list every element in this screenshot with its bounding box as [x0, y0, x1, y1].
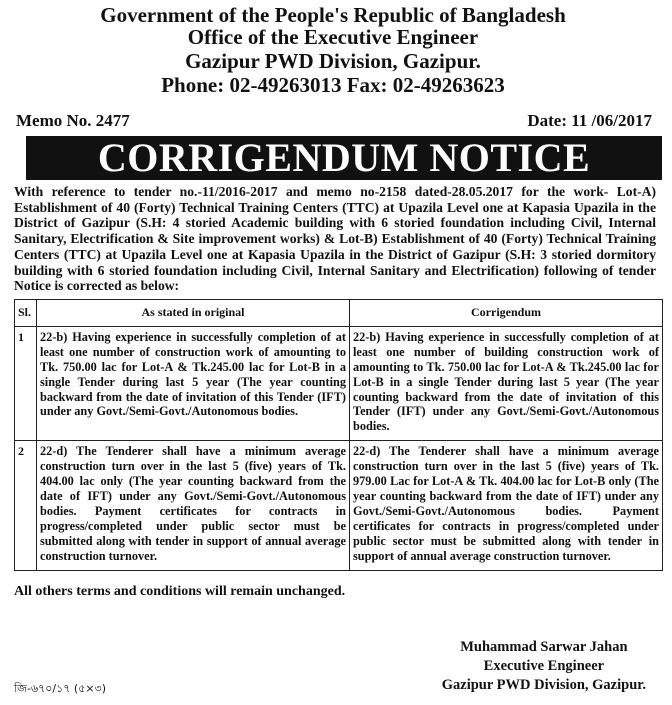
signatory-office: Gazipur PWD Division, Gazipur. — [441, 677, 646, 693]
signature-block — [442, 638, 646, 695]
memo-number: Memo No. 2477 — [16, 111, 130, 130]
header-sl: Sl. — [15, 299, 37, 326]
office-header — [10, 0, 656, 97]
footer-note: All others terms and conditions will remain unchanged. — [14, 583, 346, 599]
row-sl: 1 — [15, 326, 37, 440]
table-row — [15, 326, 663, 440]
intro-paragraph: With reference to tender no.-11/2016-2017 and memo no-2158 dated-28.05.2017 for the work- Lot-A) Establishment of 40 (Forty) Technical Training Centers (TTC) at Upazila Level one at Kapasia Upazila in the District of Gazipur (S.H: 4 storied Academic building with 6 storied foundation including Civil, Internal Sanitary, Electrification & Site improvement works) & Lot-B) Establishment of 40 (Forty) Technical Training Centers (TTC) at Upazila Level one at Kapasia Upazila in the District of Gazipur (S.H: 3 storied dormitory building with 6 storied foundation including Civil, Internal Sanitary and Electrification) following of tender Notice is corrected as below: — [14, 184, 656, 294]
signatory-designation: Executive Engineer — [483, 658, 605, 674]
table-header-row — [15, 299, 663, 326]
header-contact: Phone: 02-49263013 Fax: 02-49263623 — [161, 73, 505, 97]
row-original: 22-d) The Tenderer shall have a minimum average construction turn over in the last 5 (five) years of Tk. 404.00 lac only (The year counting backward from the date of IFT) under any Govt./Semi-Govt./Autonomous bodies. Payment certificates for contracts in progress/completed under public sector must be submitted along with tender in support of annual average construction turnover. — [37, 441, 350, 570]
row-original: 22-b) Having experience in successfully completion of at least one number of construction work of amounting to Tk. 750.00 lac for Lot-A & Tk.245.00 lac for Lot-B in a single Tender during last 5 year (The year counting backward from the date of invitation of this Tender (IFT) under any Govt./Semi-Govt./Autonomous bodies. — [37, 326, 350, 440]
memo-date: Date: 11 /06/2017 — [527, 111, 652, 130]
row-corrigendum: 22-d) The Tenderer shall have a minimum average construction turn over in the last 5 (five) years of Tk. 979.00 Lac for Lot-A & Tk. 404.00 lac for Lot-B only (The year counting backward from the date of IFT) under any Govt./Semi-Govt./Autonomous bodies. Payment certificates for contracts in progress/completed under public sector must be submitted along with tender in support of annual average construction turnover. — [350, 441, 663, 570]
signatory-name: Muhammad Sarwar Jahan — [460, 639, 628, 655]
header-government: Government of the People's Republic of Bangladesh — [100, 3, 566, 27]
notice-title: CORRIGENDUM NOTICE — [26, 136, 662, 180]
print-code: জি-৬৭০/১৭ (৫×৩) — [14, 682, 106, 695]
header-office: Office of the Executive Engineer — [187, 25, 479, 49]
header-division: Gazipur PWD Division, Gazipur. — [185, 49, 481, 73]
header-corrigendum: Corrigendum — [350, 299, 663, 326]
row-sl: 2 — [15, 441, 37, 570]
corrigendum-table — [14, 299, 663, 571]
table-row — [15, 441, 663, 570]
memo-row — [10, 111, 656, 131]
header-original: As stated in original — [37, 299, 350, 326]
row-corrigendum: 22-b) Having experience in successfully completion of at least one number of building construction work of amounting to Tk. 750.00 lac for Lot-A & Tk.245.00 lac for Lot-B in a single Tender during last 5 year (The year counting backward from the date of invitation of this Tender (IFT) under any Govt./Semi-Govt./Autonomous bodies. — [350, 326, 663, 440]
